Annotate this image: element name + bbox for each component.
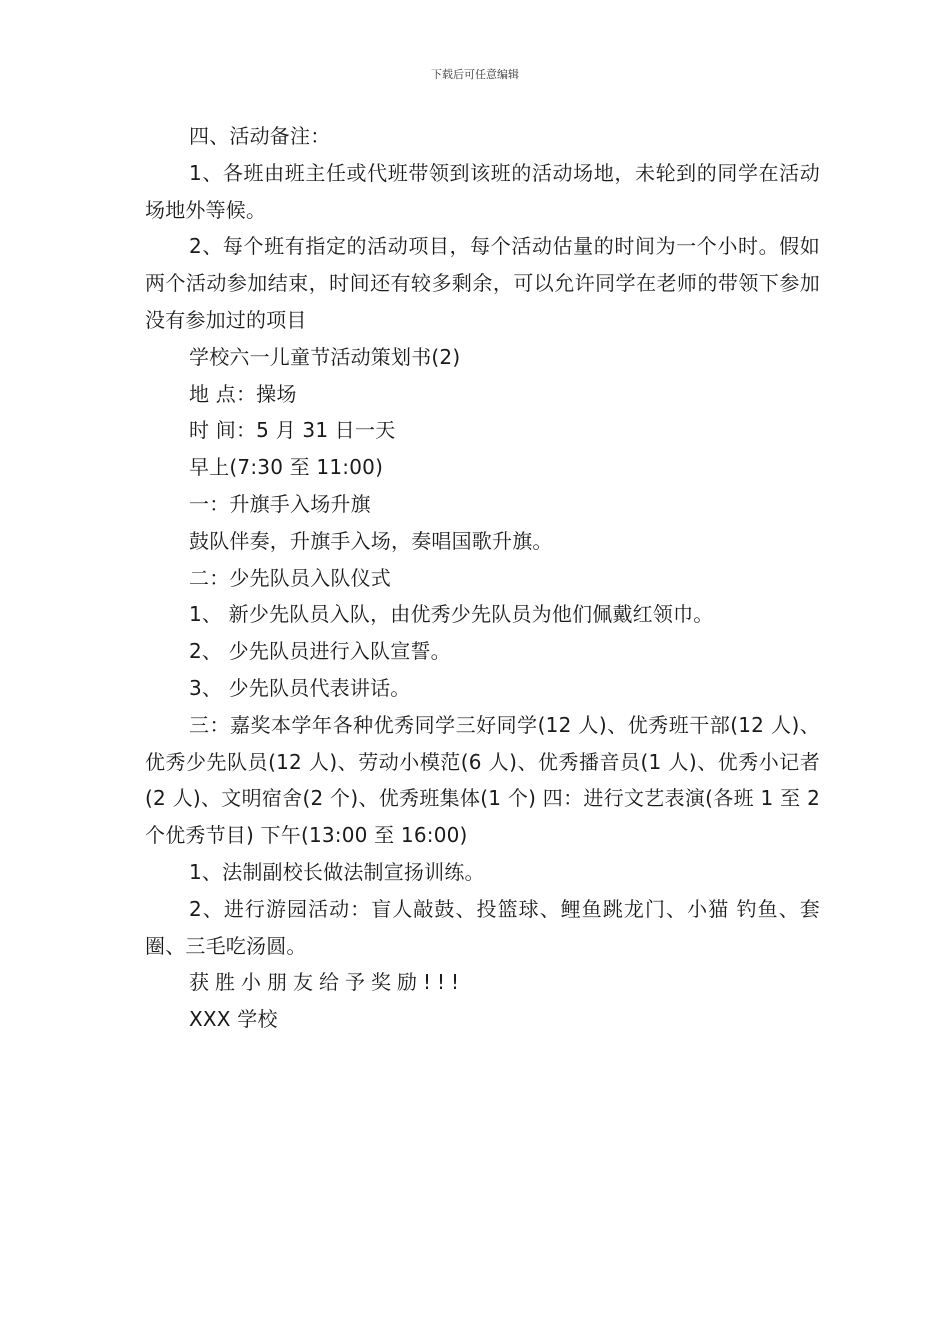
page-header: 下载后可任意编辑 [431, 68, 519, 81]
item-one-detail: 鼓队伴奏，升旗手入场，奏唱国歌升旗。 [189, 528, 553, 553]
item-two-step-3: 3、 少先队员代表讲话。 [189, 675, 411, 700]
afternoon-step-2: 2、进行游园活动：盲人敲鼓、投篮球、鲤鱼跳龙门、小猫 钓鱼、套圈、三毛吃汤圆。 [145, 896, 820, 958]
note-paragraph-2: 2、每个班有指定的活动项目，每个活动估量的时间为一个小时。假如两个活动参加结束，时间还有较多剩余，可以允许同学在老师的带领下参加没有参加过的项目 [145, 234, 820, 332]
reward-line: 获胜小朋友给予奖励!!! [189, 970, 466, 995]
item-three-awards: 三：嘉奖本学年各种优秀同学三好同学(12 人)、优秀班干部(12 人)、优秀少先队员(12 人)、劳动小模范(6 人)、优秀播音员(1 人)、优秀小记者(2 人)、文明宿舍(2 个)、优秀班集体(1 个) 四：进行文艺表演(各班 1 至 2 个优秀节目) 下午(13:00 至 16:00) [145, 712, 820, 848]
time-line: 时 间：5 月 31 日一天 [189, 418, 396, 443]
item-two-step-1: 1、 新少先队员入队，由优秀少先队员为他们佩戴红领巾。 [189, 602, 714, 627]
section-heading-notes: 四、活动备注： [189, 124, 331, 148]
plan-title: 学校六一儿童节活动策划书(2) [189, 344, 461, 369]
morning-line: 早上(7:30 至 11:00) [189, 455, 384, 480]
signature-school: XXX 学校 [189, 1007, 278, 1032]
item-two-step-2: 2、 少先队员进行入队宣誓。 [189, 639, 451, 664]
location-line: 地 点：操场 [189, 381, 297, 406]
note-paragraph-1: 1、各班由班主任或代班带领到该班的活动场地，未轮到的同学在活动场地外等候。 [145, 160, 820, 222]
item-one-heading: 一：升旗手入场升旗 [189, 491, 371, 516]
item-two-heading: 二：少先队员入队仪式 [189, 565, 391, 590]
document-body [145, 118, 820, 1038]
afternoon-step-1: 1、法制副校长做法制宣扬训练。 [189, 859, 485, 884]
